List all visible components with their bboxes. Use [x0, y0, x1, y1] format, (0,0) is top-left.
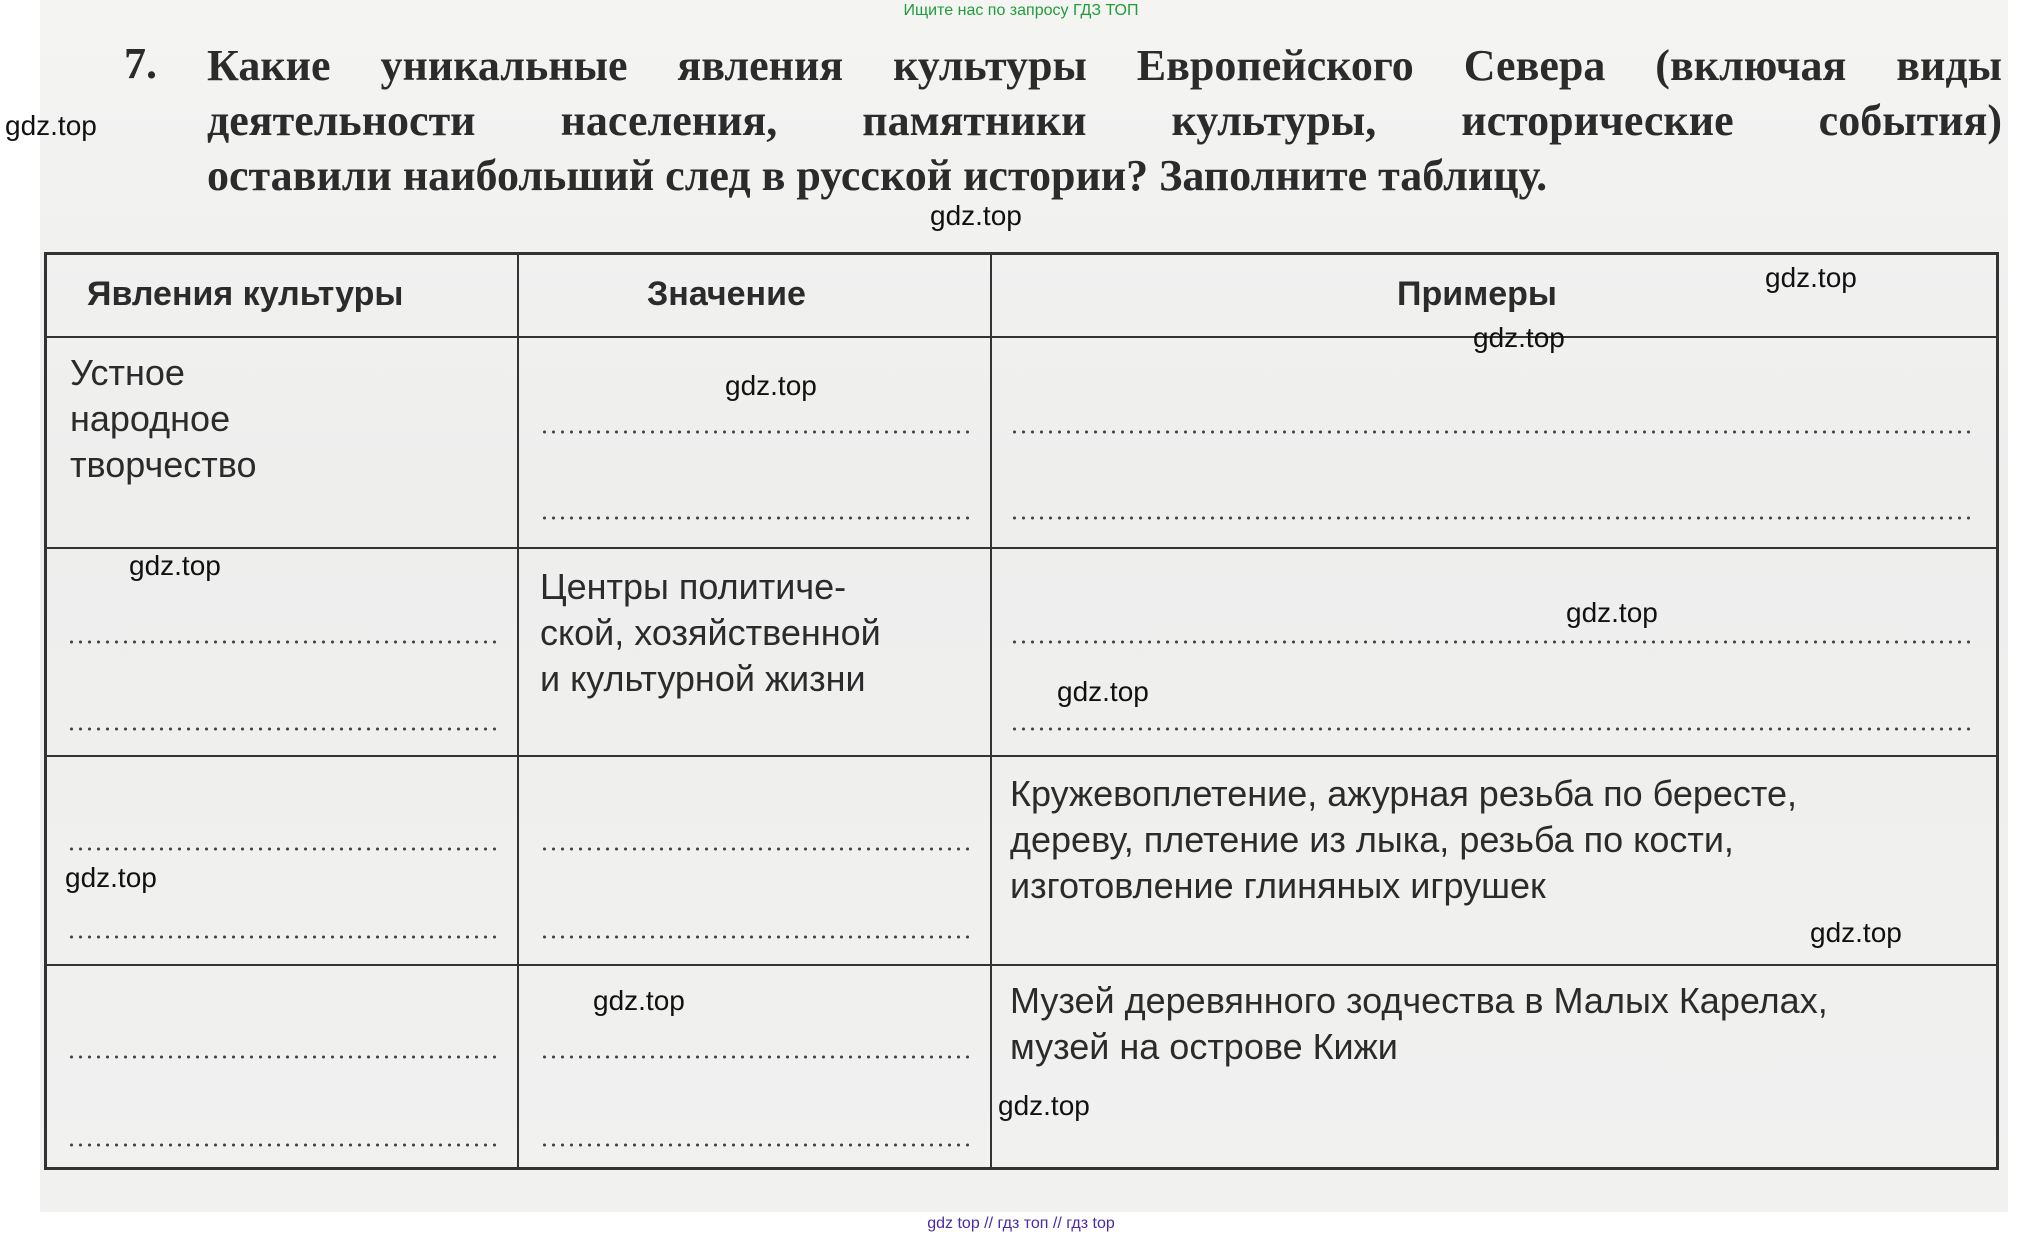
- row4-examples-line: Музей деревянного зодчества в Малых Карелах,: [1010, 980, 1828, 1021]
- footer-link[interactable]: гдз top: [1066, 1215, 1115, 1232]
- row3-examples-line: Кружевоплетение, ажурная резьба по бересте,: [1010, 773, 1798, 814]
- row2-meaning: [540, 564, 881, 702]
- watermark: gdz.top: [5, 110, 97, 141]
- row3-examples-line: изготовление глиняных игрушек: [1010, 865, 1546, 906]
- answer-line-row2-examples[interactable]: [1010, 727, 1970, 731]
- row1-phenomenon-line: народное: [70, 398, 231, 439]
- watermark: gdz.top: [129, 550, 221, 581]
- task-number: 7.: [124, 39, 157, 88]
- culture-table: [44, 252, 1999, 1170]
- answer-line-row4-phenomenon[interactable]: [67, 1055, 499, 1059]
- answer-line-row4-phenomenon[interactable]: [67, 1143, 499, 1147]
- top-search-hint-link[interactable]: Ищите нас по запросу ГДЗ ТОП: [903, 2, 1139, 19]
- answer-line-row1-meaning[interactable]: [540, 430, 972, 434]
- row2-meaning-line: Центры политиче-: [540, 566, 847, 607]
- answer-line-row3-phenomenon[interactable]: [67, 847, 499, 851]
- answer-line-row4-meaning[interactable]: [540, 1143, 972, 1147]
- footer-links: [0, 1215, 2042, 1233]
- answer-line-row3-phenomenon[interactable]: [67, 935, 499, 939]
- table-header-divider: [47, 336, 1996, 338]
- watermark: gdz.top: [1810, 917, 1902, 948]
- task-line-3: оставили наибольший след в русской истории? Заполните таблицу.: [207, 151, 1548, 200]
- table-row-divider: [47, 547, 1996, 549]
- answer-line-row3-meaning[interactable]: [540, 847, 972, 851]
- watermark: gdz.top: [725, 370, 817, 401]
- answer-line-row1-examples[interactable]: [1010, 430, 1970, 434]
- watermark: gdz.top: [998, 1090, 1090, 1121]
- watermark: gdz.top: [1765, 262, 1857, 293]
- row1-phenomenon-line: Устное: [70, 352, 185, 393]
- watermark: gdz.top: [1473, 322, 1565, 353]
- table-column-divider: [517, 255, 519, 1167]
- answer-line-row4-meaning[interactable]: [540, 1055, 972, 1059]
- answer-line-row3-meaning[interactable]: [540, 935, 972, 939]
- table-row-divider: [47, 755, 1996, 757]
- footer-link[interactable]: гдз топ: [997, 1215, 1049, 1232]
- table-column-divider: [990, 255, 992, 1167]
- footer-separator: //: [984, 1215, 994, 1232]
- row1-phenomenon: [70, 350, 256, 488]
- task-line-2: деятельности населения, памятники культуры, исторические события): [207, 96, 2002, 145]
- footer-link[interactable]: gdz top: [927, 1215, 980, 1232]
- row3-examples: [1010, 771, 1797, 909]
- answer-line-row2-phenomenon[interactable]: [67, 727, 499, 731]
- watermark: gdz.top: [65, 862, 157, 893]
- row4-examples: [1010, 978, 1828, 1070]
- watermark: gdz.top: [593, 985, 685, 1016]
- table-row-divider: [47, 964, 1996, 966]
- answer-line-row2-phenomenon[interactable]: [67, 640, 499, 644]
- watermark: gdz.top: [1566, 597, 1658, 628]
- footer-separator: //: [1052, 1215, 1062, 1232]
- answer-line-row1-meaning[interactable]: [540, 516, 972, 520]
- row4-examples-line: музей на острове Кижи: [1010, 1026, 1398, 1067]
- row1-phenomenon-line: творчество: [70, 444, 257, 485]
- header-culture-phenomena: Явления культуры: [87, 275, 404, 313]
- watermark: gdz.top: [1057, 676, 1149, 707]
- header-examples: Примеры: [1397, 275, 1557, 313]
- watermark: gdz.top: [930, 200, 1022, 231]
- row3-examples-line: дереву, плетение из лыка, резьба по кости,: [1010, 819, 1734, 860]
- answer-line-row1-examples[interactable]: [1010, 516, 1970, 520]
- task-line-1: Какие уникальные явления культуры Европейского Севера (включая виды: [207, 41, 2002, 90]
- answer-line-row2-examples[interactable]: [1010, 640, 1970, 644]
- row2-meaning-line: ской, хозяйственной: [540, 612, 881, 653]
- header-meaning: Значение: [647, 275, 806, 313]
- row2-meaning-line: и культурной жизни: [540, 658, 866, 699]
- task-question: [207, 38, 2002, 203]
